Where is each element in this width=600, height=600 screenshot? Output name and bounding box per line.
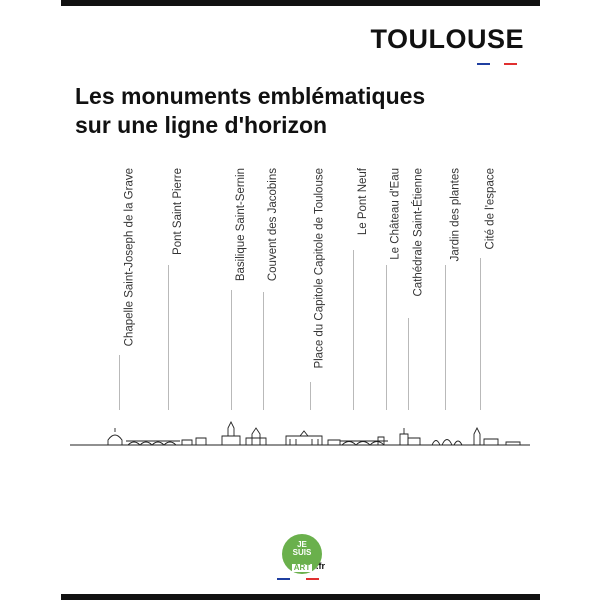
leader-line-2: [231, 290, 232, 410]
subtitle-line-2: sur une ligne d'horizon: [75, 112, 328, 138]
je-suis-art-logo: JE SUIS ART: [282, 534, 322, 574]
top-frame-bar: [61, 0, 540, 6]
flag-stripes-bottom: [277, 578, 327, 580]
leader-line-9: [480, 258, 481, 410]
subtitle-line-1: Les monuments emblématiques: [75, 83, 426, 109]
skyline-illustration: [70, 420, 530, 460]
leader-line-5: [353, 250, 354, 410]
leader-line-4: [310, 382, 311, 410]
leader-line-8: [445, 265, 446, 410]
leader-line-0: [119, 355, 120, 410]
leader-line-3: [263, 292, 264, 410]
page-subtitle: [75, 82, 425, 140]
leader-line-7: [408, 318, 409, 410]
city-title: TOULOUSE: [370, 24, 524, 54]
leader-line-1: [168, 265, 169, 410]
leader-line-6: [386, 265, 387, 410]
flag-stripes-top: [477, 63, 525, 65]
bottom-frame-bar: [61, 594, 540, 600]
logo-domain-suffix: .fr: [316, 561, 325, 571]
